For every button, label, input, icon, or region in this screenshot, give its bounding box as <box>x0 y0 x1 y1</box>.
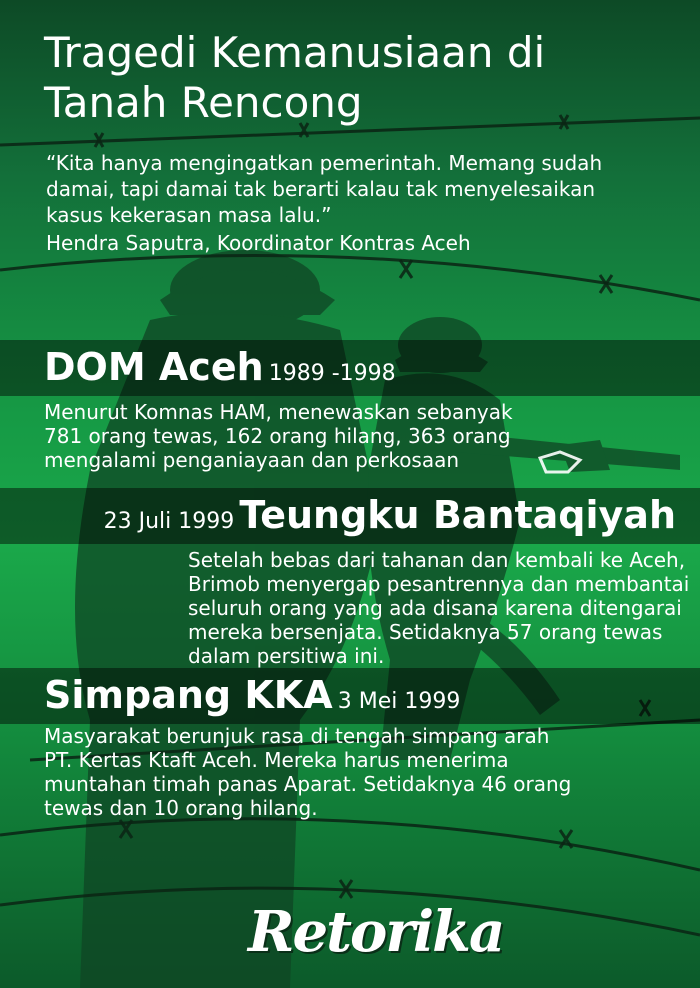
section-date: 3 Mei 1999 <box>337 689 461 714</box>
body-line: mereka bersenjata. Setidaknya 57 orang tewas <box>188 620 663 644</box>
body-line: 781 orang tewas, 162 orang hilang, 363 orang <box>44 424 511 448</box>
quote-line: kasus kekerasan masa lalu.” <box>46 203 332 227</box>
body-line: Brimob menyergap pesantrennya dan membantai <box>188 572 690 596</box>
body-line: seluruh orang yang ada disana karena ditengarai <box>188 596 682 620</box>
body-line: Setelah bebas dari tahanan dan kembali ke Aceh, <box>188 548 686 572</box>
section-heading: DOM Aceh <box>44 345 264 389</box>
retorika-logo: Retorika <box>248 899 504 965</box>
section-header <box>44 344 396 390</box>
body-line: Masyarakat berunjuk rasa di tengah simpang arah <box>44 724 550 748</box>
section-body <box>44 400 513 472</box>
title-line: Tragedi Kemanusiaan di <box>44 28 546 77</box>
section-heading: Teungku Bantaqiyah <box>239 493 676 537</box>
section-date: 1989 -1998 <box>268 361 396 386</box>
body-line: mengalami penganiayaan dan perkosaan <box>44 448 460 472</box>
title-line: Tanah Rencong <box>44 78 363 127</box>
body-line: tewas dan 10 orang hilang. <box>44 796 318 820</box>
page-title <box>44 28 545 128</box>
quote-line: damai, tapi damai tak berarti kalau tak menyelesaikan <box>46 177 595 201</box>
quote <box>46 150 602 228</box>
body-line: Menurut Komnas HAM, menewaskan sebanyak <box>44 400 513 424</box>
section-header <box>44 672 460 718</box>
body-line: PT. Kertas Ktaft Aceh. Mereka harus menerima <box>44 748 509 772</box>
section-heading: Simpang KKA <box>44 673 333 717</box>
quote-attribution: Hendra Saputra, Koordinator Kontras Aceh <box>46 231 471 255</box>
body-line: dalam persitiwa ini. <box>188 644 385 668</box>
quote-line: “Kita hanya mengingatkan pemerintah. Memang sudah <box>46 151 603 175</box>
section-header <box>104 492 676 538</box>
section-body <box>188 548 689 668</box>
section-date: 23 Juli 1999 <box>103 509 235 534</box>
section-body <box>44 724 571 820</box>
body-line: muntahan timah panas Aparat. Setidaknya 46 orang <box>44 772 572 796</box>
